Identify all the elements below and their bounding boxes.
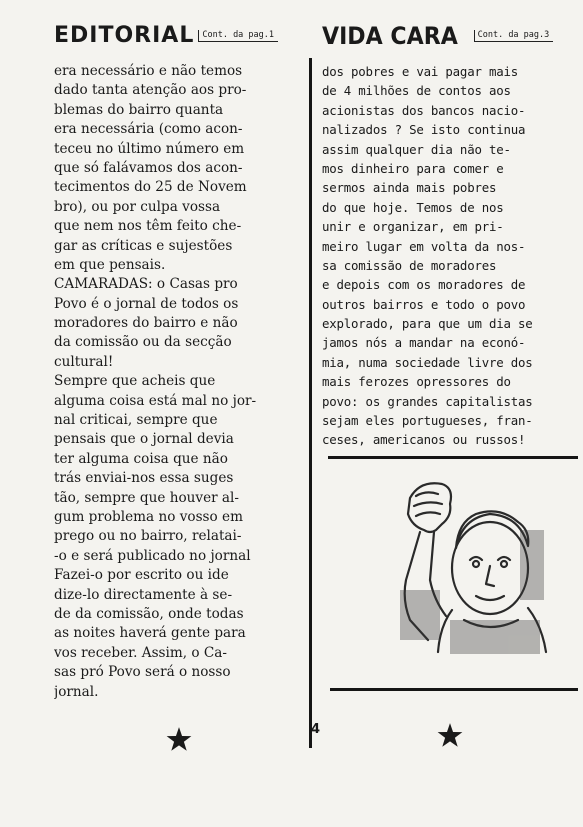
text-line: jamos nós a mandar na econó-: [322, 335, 526, 351]
editorial-title: EDITORIAL: [54, 23, 195, 48]
text-line: gum problema no vosso em: [54, 508, 243, 525]
vida-cara-text: [322, 62, 582, 450]
text-line: acionistas dos bancos nacio-: [322, 102, 526, 118]
raised-fist-portrait-icon: [380, 470, 560, 660]
editorial-text: [54, 62, 300, 702]
text-line: sejam eles portugueses, fran-: [322, 413, 533, 429]
section-rule-top: [328, 456, 578, 459]
text-line: jornal.: [54, 683, 99, 700]
text-line: assim qualquer dia não te-: [322, 141, 511, 157]
text-line: unir e organizar, em pri-: [322, 219, 504, 235]
text-line: Fazei-o por escrito ou ide: [54, 567, 229, 584]
text-line: pensais que o jornal devia: [54, 431, 234, 448]
text-line: meiro lugar em volta da nos-: [322, 238, 526, 254]
text-line: -o e será publicado no jornal: [54, 547, 251, 564]
text-line: de da comissão, onde todas: [54, 605, 244, 622]
text-line: e depois com os moradores de: [322, 277, 526, 293]
editorial-column: [54, 18, 300, 702]
text-line: tecimentos do 25 de Novem: [54, 179, 247, 196]
text-line: gar as críticas e sujestões: [54, 237, 233, 254]
text-line: do que hoje. Temos de nos: [322, 199, 504, 215]
text-line: trás enviai-nos essa suges: [54, 470, 234, 487]
text-line: explorado, para que um dia se: [322, 316, 533, 332]
text-line: dize-lo directamente à se-: [54, 586, 233, 603]
vida-cara-title: VIDA CARA: [322, 22, 458, 50]
text-line: ter alguma coisa que não: [54, 450, 228, 467]
text-line: sa comissão de moradores: [322, 257, 497, 273]
editorial-header: [54, 18, 300, 60]
vida-cara-header: [322, 18, 582, 60]
text-line: cultural!: [54, 353, 114, 370]
star-icon: [436, 722, 464, 750]
text-line: outros bairros e todo o povo: [322, 296, 526, 312]
text-line: Povo é o jornal de todos os: [54, 295, 239, 312]
text-line: Sempre que acheis que: [54, 373, 216, 390]
text-line: era necessária (como acon-: [54, 121, 243, 138]
text-line: bro), ou por culpa vossa: [54, 198, 221, 215]
text-line: em que pensais.: [54, 256, 166, 273]
text-line: prego ou no bairro, relatai-: [54, 528, 242, 545]
text-line: mais ferozes opressores do: [322, 374, 511, 390]
column-divider: [309, 58, 312, 748]
text-line: nalizados ? Se isto continua: [322, 122, 526, 138]
text-line: que nem nos têm feito che-: [54, 218, 242, 235]
page-number: 4: [311, 722, 321, 737]
text-line: dos pobres e vai pagar mais: [322, 64, 519, 79]
text-line: teceu no último número em: [54, 140, 245, 157]
text-line: mos dinheiro para comer e: [322, 160, 504, 176]
editorial-continuation-note: Cont. da pag.1: [198, 30, 278, 42]
text-line: ceses, americanos ou russos!: [322, 432, 526, 448]
text-line: mia, numa sociedade livre dos: [322, 354, 533, 370]
text-line: sas pró Povo será o nosso: [54, 664, 231, 681]
text-line: povo: os grandes capitalistas: [322, 393, 533, 409]
text-line: as noites haverá gente para: [54, 625, 246, 642]
text-line: dado tanta atenção aos pro-: [54, 82, 247, 99]
text-line: CAMARADAS: o Casas pro: [54, 276, 238, 293]
text-line: blemas do bairro quanta: [54, 101, 224, 118]
vida-cara-continuation-note: Cont. da pag.3: [474, 30, 554, 42]
text-line: alguma coisa está mal no jor-: [54, 392, 257, 409]
text-line: de 4 milhões de contos aos: [322, 83, 511, 99]
star-icon: [165, 726, 193, 754]
text-line: que só falávamos dos acon-: [54, 159, 243, 176]
vida-cara-column: [322, 18, 582, 450]
text-line: vos receber. Assim, o Ca-: [54, 644, 228, 661]
text-line: tão, sempre que houver al-: [54, 489, 239, 506]
text-line: moradores do bairro e não: [54, 315, 238, 332]
text-line: era necessário e não temos: [54, 63, 243, 79]
text-line: sermos ainda mais pobres: [322, 180, 497, 196]
text-line: da comissão ou da secção: [54, 334, 232, 351]
text-line: nal criticai, sempre que: [54, 412, 218, 429]
section-rule-bottom: [330, 688, 578, 691]
